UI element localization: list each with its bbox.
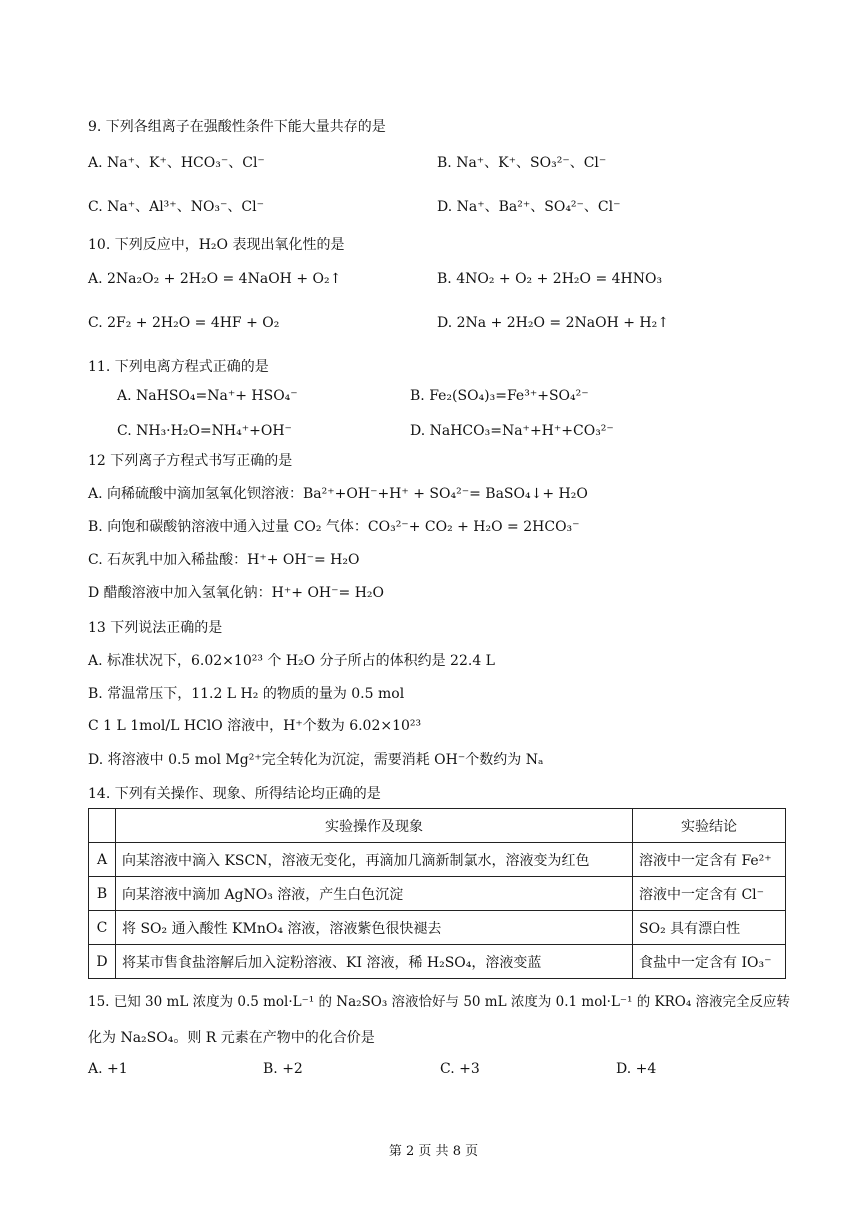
q15-option-c: C. +3 (440, 1061, 480, 1077)
q13-option-c: C 1 L 1mol/L HClO 溶液中，H⁺个数为 6.02×10²³ (88, 718, 422, 734)
q14-stem: 14. 下列有关操作、现象、所得结论均正确的是 (88, 786, 381, 802)
table-row (89, 843, 786, 877)
row-conclusion: SO₂ 具有漂白性 (633, 911, 786, 945)
q11-stem: 11. 下列电离方程式正确的是 (88, 359, 269, 375)
row-conclusion: 食盐中一定含有 IO₃⁻ (633, 945, 786, 979)
experiment-table (88, 808, 786, 979)
row-operation: 将某市售食盐溶解后加入淀粉溶液、KI 溶液，稀 H₂SO₄，溶液变蓝 (116, 945, 633, 979)
q10-option-b: B. 4NO₂ + O₂ + 2H₂O = 4HNO₃ (437, 271, 663, 287)
q13-stem: 13 下列说法正确的是 (88, 620, 223, 636)
q13-option-a: A. 标准状况下，6.02×10²³ 个 H₂O 分子所占的体积约是 22.4 L (88, 653, 495, 669)
q13-option-b: B. 常温常压下，11.2 L H₂ 的物质的量为 0.5 mol (88, 686, 405, 702)
q9-option-d: D. Na⁺、Ba²⁺、SO₄²⁻、Cl⁻ (437, 199, 621, 215)
row-operation: 将 SO₂ 通入酸性 KMnO₄ 溶液，溶液紫色很快褪去 (116, 911, 633, 945)
q12-option-a: A. 向稀硫酸中滴加氢氧化钡溶液：Ba²⁺+OH⁻+H⁺ + SO₄²⁻= BaSO₄↓+ H₂O (88, 486, 588, 502)
row-letter: A (89, 843, 116, 877)
q11-option-c: C. NH₃·H₂O=NH₄⁺+OH⁻ (117, 423, 292, 439)
q10-option-c: C. 2F₂ + 2H₂O = 4HF + O₂ (88, 315, 280, 331)
q10-option-d: D. 2Na + 2H₂O = 2NaOH + H₂↑ (437, 315, 669, 331)
table-row (89, 877, 786, 911)
q9-option-b: B. Na⁺、K⁺、SO₃²⁻、Cl⁻ (437, 155, 607, 171)
q11-option-b: B. Fe₂(SO₄)₃=Fe³⁺+SO₄²⁻ (410, 388, 589, 404)
q12-option-b: B. 向饱和碳酸钠溶液中通入过量 CO₂ 气体：CO₃²⁻+ CO₂ + H₂O = 2HCO₃⁻ (88, 519, 580, 535)
q11-option-d: D. NaHCO₃=Na⁺+H⁺+CO₃²⁻ (410, 423, 614, 439)
table-header-operation: 实验操作及现象 (116, 809, 633, 843)
q15-stem-line2: 化为 Na₂SO₄。则 R 元素在产物中的化合价是 (88, 1030, 375, 1046)
row-letter: C (89, 911, 116, 945)
q10-stem: 10. 下列反应中，H₂O 表现出氧化性的是 (88, 237, 345, 253)
row-operation: 向某溶液中滴加 AgNO₃ 溶液，产生白色沉淀 (116, 877, 633, 911)
row-letter: D (89, 945, 116, 979)
page-footer: 第 2 页 共 8 页 (388, 1144, 479, 1159)
q11-option-a: A. NaHSO₄=Na⁺+ HSO₄⁻ (117, 388, 298, 404)
table-header-conclusion: 实验结论 (633, 809, 786, 843)
table-row (89, 911, 786, 945)
q10-option-a: A. 2Na₂O₂ + 2H₂O = 4NaOH + O₂↑ (88, 271, 342, 287)
q9-stem: 9. 下列各组离子在强酸性条件下能大量共存的是 (88, 119, 386, 135)
q15-option-d: D. +4 (616, 1061, 657, 1077)
q15-option-a: A. +1 (88, 1061, 128, 1077)
q13-option-d: D. 将溶液中 0.5 mol Mg²⁺完全转化为沉淀，需要消耗 OH⁻个数约为 Nₐ (88, 752, 544, 768)
q15-stem-line1: 15. 已知 30 mL 浓度为 0.5 mol·L⁻¹ 的 Na₂SO₃ 溶液恰好与 50 mL 浓度为 0.1 mol·L⁻¹ 的 KRO₄ 溶液完全反应转 (88, 994, 791, 1010)
row-conclusion: 溶液中一定含有 Fe²⁺ (633, 843, 786, 877)
row-operation: 向某溶液中滴入 KSCN，溶液无变化，再滴加几滴新制氯水，溶液变为红色 (116, 843, 633, 877)
q9-option-c: C. Na⁺、Al³⁺、NO₃⁻、Cl⁻ (88, 199, 264, 215)
table-header-row (89, 809, 786, 843)
table-row (89, 945, 786, 979)
q12-stem: 12 下列离子方程式书写正确的是 (88, 453, 293, 469)
q9-option-a: A. Na⁺、K⁺、HCO₃⁻、Cl⁻ (88, 155, 265, 171)
row-letter: B (89, 877, 116, 911)
q12-option-c: C. 石灰乳中加入稀盐酸：H⁺+ OH⁻= H₂O (88, 552, 360, 568)
q12-option-d: D 醋酸溶液中加入氢氧化钠：H⁺+ OH⁻= H₂O (88, 585, 385, 601)
q15-option-b: B. +2 (263, 1061, 303, 1077)
row-conclusion: 溶液中一定含有 Cl⁻ (633, 877, 786, 911)
table-header-letter (89, 809, 116, 843)
